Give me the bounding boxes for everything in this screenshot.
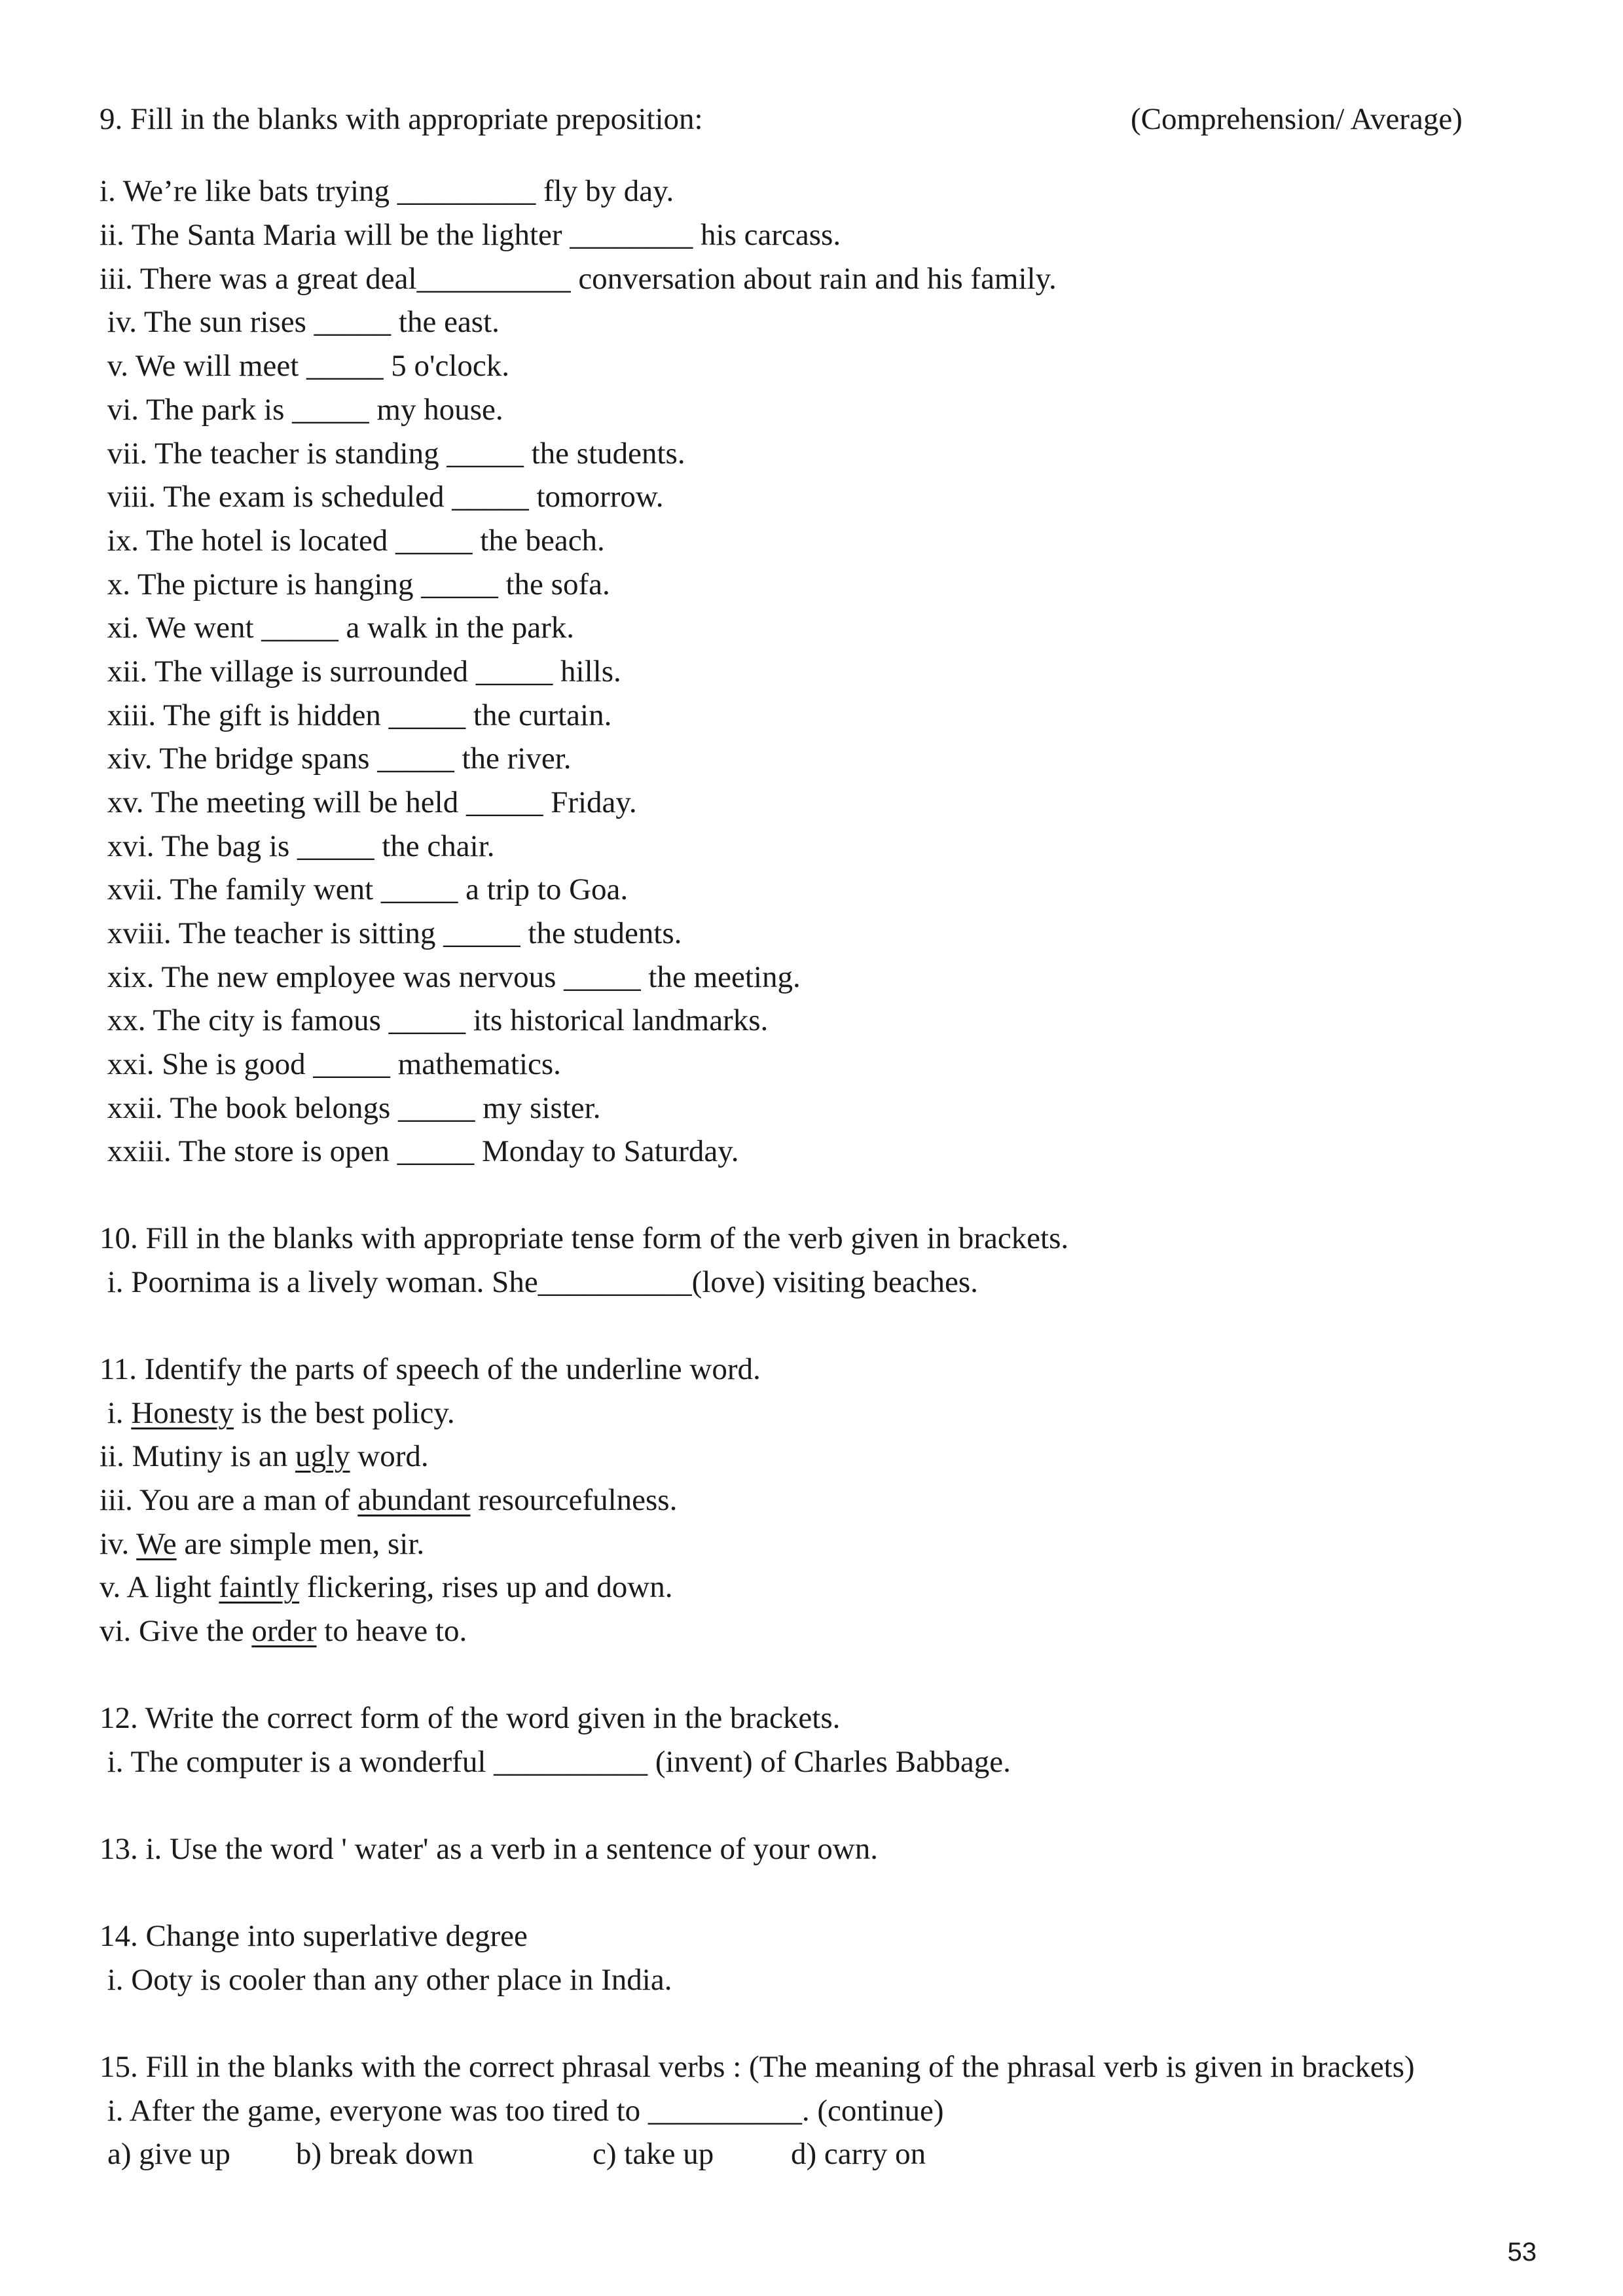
underlined-word: Honesty	[131, 1396, 234, 1430]
q9-item: vii. The teacher is standing _____ the students.	[100, 437, 685, 471]
q14-item: i. Ooty is cooler than any other place in India.	[100, 1963, 672, 1997]
q15-option-c: c) take up	[593, 2137, 714, 2171]
q11-heading: 11. Identify the parts of speech of the underline word.	[100, 1352, 761, 1386]
q11-item: iii. You are a man of abundant resourcefulness.	[100, 1483, 678, 1517]
q14-heading: 14. Change into superlative degree	[100, 1919, 528, 1953]
q9-item: iv. The sun rises _____ the east.	[100, 305, 500, 339]
q11-item: ii. Mutiny is an ugly word.	[100, 1439, 429, 1473]
q11-item: i. Honesty is the best policy.	[100, 1396, 455, 1430]
q9-item: xxi. She is good _____ mathematics.	[100, 1047, 561, 1081]
q15-option-b: b) break down	[296, 2137, 474, 2171]
q9-item: xviii. The teacher is sitting _____ the students.	[100, 916, 682, 950]
q9-difficulty-tag: (Comprehension/ Average)	[1131, 102, 1463, 136]
q9-item: xiii. The gift is hidden _____ the curtain.	[100, 698, 612, 732]
q9-item: xiv. The bridge spans _____ the river.	[100, 742, 572, 776]
underlined-word: abundant	[357, 1483, 471, 1517]
underlined-word: order	[251, 1614, 317, 1648]
q9-item: iii. There was a great deal__________ conversation about rain and his family.	[100, 262, 1057, 296]
underlined-word: ugly	[295, 1439, 350, 1473]
q9-item: ix. The hotel is located _____ the beach.	[100, 524, 605, 558]
q9-item: xvii. The family went _____ a trip to Goa.	[100, 872, 629, 906]
q9-item: xxiii. The store is open _____ Monday to Saturday.	[100, 1134, 739, 1168]
q11-item: iv. We are simple men, sir.	[100, 1527, 425, 1561]
q12-item: i. The computer is a wonderful __________ (invent) of Charles Babbage.	[100, 1745, 1011, 1779]
q10-heading: 10. Fill in the blanks with appropriate tense form of the verb given in brackets.	[100, 1221, 1069, 1255]
q9-item: i. We’re like bats trying _________ fly by day.	[100, 174, 674, 208]
q9-item: xvi. The bag is _____ the chair.	[100, 829, 495, 863]
q15-heading: 15. Fill in the blanks with the correct phrasal verbs : (The meaning of the phrasal verb is given in brackets)	[100, 2050, 1415, 2084]
q15-option-a: a) give up	[107, 2137, 230, 2171]
q9-item: v. We will meet _____ 5 o'clock.	[100, 349, 510, 383]
q9-item: ii. The Santa Maria will be the lighter ________ his carcass.	[100, 218, 841, 252]
q9-item: xii. The village is surrounded _____ hills.	[100, 655, 621, 689]
q12-heading: 12. Write the correct form of the word given in the brackets.	[100, 1701, 841, 1735]
q9-item: xi. We went _____ a walk in the park.	[100, 611, 574, 645]
underlined-word: faintly	[219, 1570, 300, 1604]
page-number: 53	[1507, 2238, 1537, 2267]
q11-item: vi. Give the order to heave to.	[100, 1614, 467, 1648]
q10-item: i. Poornima is a lively woman. She__________(love) visiting beaches.	[100, 1265, 978, 1299]
q15-option-d: d) carry on	[791, 2137, 926, 2171]
q15-item: i. After the game, everyone was too tired to __________. (continue)	[100, 2094, 944, 2128]
q9-item: x. The picture is hanging _____ the sofa.	[100, 567, 610, 601]
underlined-word: We	[136, 1527, 177, 1561]
q11-item: v. A light faintly flickering, rises up and down.	[100, 1570, 673, 1604]
q9-item: xxii. The book belongs _____ my sister.	[100, 1091, 601, 1125]
q9-item: xix. The new employee was nervous _____ the meeting.	[100, 960, 801, 994]
q9-item: viii. The exam is scheduled _____ tomorrow.	[100, 480, 664, 514]
q13-heading: 13. i. Use the word ' water' as a verb in a sentence of your own.	[100, 1832, 878, 1866]
q9-heading: 9. Fill in the blanks with appropriate preposition:	[100, 102, 703, 136]
q9-item: vi. The park is _____ my house.	[100, 393, 503, 427]
q9-item: xx. The city is famous _____ its historical landmarks.	[100, 1003, 769, 1037]
q9-item: xv. The meeting will be held _____ Friday.	[100, 785, 637, 819]
